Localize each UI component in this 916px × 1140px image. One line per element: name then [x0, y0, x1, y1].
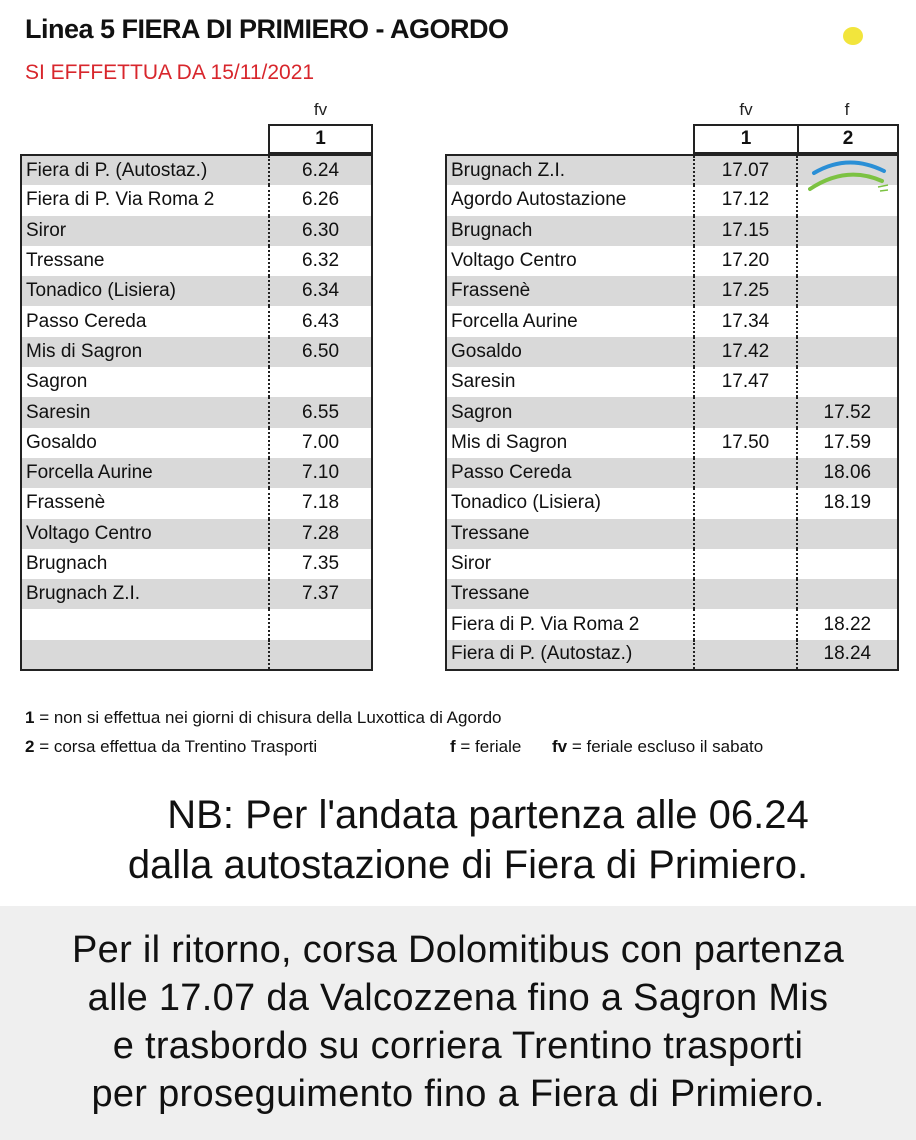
departure-time: 7.10	[269, 458, 372, 488]
departure-time: 18.19	[797, 488, 898, 518]
table-row	[21, 458, 372, 488]
departure-time	[694, 519, 796, 549]
stop-name: Mis di Sagron	[446, 428, 694, 458]
outbound-col-type: fv	[313, 100, 328, 119]
departure-time: 18.06	[797, 458, 898, 488]
table-row	[446, 337, 898, 367]
table-row	[21, 397, 372, 427]
return-timetable	[445, 154, 899, 671]
return-note-line-4: per proseguimento fino a Fiera di Primiero.	[91, 1073, 825, 1115]
table-row	[446, 397, 898, 427]
departure-time: 6.55	[269, 397, 372, 427]
stop-name: Fiera di P. Via Roma 2	[21, 185, 269, 215]
departure-time: 17.15	[694, 216, 796, 246]
return-col1-number: 1	[740, 128, 752, 149]
table-row	[446, 519, 898, 549]
departure-time: 6.26	[269, 185, 372, 215]
departure-time	[694, 640, 796, 670]
stop-name: Passo Cereda	[446, 458, 694, 488]
departure-time	[797, 216, 898, 246]
departure-time	[694, 488, 796, 518]
stop-name: Fiera di P. (Autostaz.)	[446, 640, 694, 670]
return-note	[0, 926, 916, 1118]
return-col1-type: fv	[739, 100, 753, 119]
departure-time: 6.50	[269, 337, 372, 367]
stop-name: Saresin	[446, 367, 694, 397]
departure-time: 6.34	[269, 276, 372, 306]
departure-time	[797, 579, 898, 609]
return-col2-type: f	[844, 100, 850, 119]
table-row	[21, 549, 372, 579]
stop-name: Voltago Centro	[446, 246, 694, 276]
departure-time	[797, 276, 898, 306]
legend-text-f: = feriale	[455, 737, 522, 756]
departure-time	[694, 397, 796, 427]
stop-name: Frassenè	[446, 276, 694, 306]
table-row	[446, 367, 898, 397]
table-row	[21, 216, 372, 246]
table-row	[446, 640, 898, 670]
page-title: Linea 5 FIERA DI PRIMIERO - AGORDO	[25, 14, 509, 44]
departure-time: 17.47	[694, 367, 796, 397]
legend-feriale-no-saturday	[552, 737, 763, 757]
departure-time: 6.32	[269, 246, 372, 276]
legend-key-f: f	[450, 737, 456, 756]
departure-time: 17.50	[694, 428, 796, 458]
legend-line-2	[25, 737, 317, 757]
stop-name: Forcella Aurine	[21, 458, 269, 488]
stop-name: Mis di Sagron	[21, 337, 269, 367]
departure-time: 17.42	[694, 337, 796, 367]
stop-name: Sagron	[446, 397, 694, 427]
legend-text-1: = non si effettua nei giorni di chisura della Luxottica di Agordo	[34, 708, 502, 727]
departure-time: 17.25	[694, 276, 796, 306]
table-row	[21, 367, 372, 397]
departure-time	[269, 609, 372, 639]
table-row	[21, 337, 372, 367]
legend-key-1: 1	[25, 708, 35, 727]
departure-time	[797, 367, 898, 397]
table-row	[21, 640, 372, 670]
table-row	[446, 579, 898, 609]
stop-name: Gosaldo	[446, 337, 694, 367]
departure-time	[694, 458, 796, 488]
return-number-box	[693, 124, 899, 154]
departure-time: 17.52	[797, 397, 898, 427]
legend-text-2: = corsa effettua da Trentino Trasporti	[34, 737, 318, 756]
departure-time	[694, 549, 796, 579]
table-row	[21, 609, 372, 639]
departure-time: 17.07	[694, 155, 796, 185]
outbound-timetable	[20, 154, 373, 671]
stop-name: Fiera di P. Via Roma 2	[446, 609, 694, 639]
stop-name: Agordo Autostazione	[446, 185, 694, 215]
nb-line-2: dalla autostazione di Fiera di Primiero.	[127, 843, 809, 887]
table-row	[446, 246, 898, 276]
departure-time: 7.00	[269, 428, 372, 458]
departure-time: 17.34	[694, 306, 796, 336]
table-row	[21, 246, 372, 276]
stop-name: Brugnach Z.I.	[21, 579, 269, 609]
table-row	[21, 428, 372, 458]
stop-name: Voltago Centro	[21, 519, 269, 549]
stop-name: Brugnach Z.I.	[446, 155, 694, 185]
stop-name: Gosaldo	[21, 428, 269, 458]
table-row	[21, 579, 372, 609]
stop-name: Forcella Aurine	[446, 306, 694, 336]
stop-name: Brugnach	[446, 216, 694, 246]
table-row	[21, 155, 372, 185]
stop-name: Siror	[21, 216, 269, 246]
return-col2-number: 2	[797, 126, 897, 152]
table-row	[21, 488, 372, 518]
return-note-line-3: e trasbordo su corriera Trentino trasporti	[112, 1025, 804, 1067]
departure-time: 7.37	[269, 579, 372, 609]
stop-name: Fiera di P. (Autostaz.)	[21, 155, 269, 185]
departure-time	[694, 609, 796, 639]
stop-name	[21, 640, 269, 670]
stop-name: Tressane	[21, 246, 269, 276]
table-row	[446, 609, 898, 639]
table-row	[21, 185, 372, 215]
table-row	[446, 428, 898, 458]
departure-time: 17.59	[797, 428, 898, 458]
legend-key-fv: fv	[552, 737, 568, 756]
stop-name: Passo Cereda	[21, 306, 269, 336]
legend-key-2: 2	[25, 737, 35, 756]
departure-time: 18.24	[797, 640, 898, 670]
validity-subtitle: SI EFFFETTUA DA 15/11/2021	[25, 61, 315, 84]
stop-name: Sagron	[21, 367, 269, 397]
return-note-line-1: Per il ritorno, corsa Dolomitibus con partenza	[71, 929, 845, 971]
table-row	[21, 519, 372, 549]
departure-time: 6.30	[269, 216, 372, 246]
stop-name: Tonadico (Lisiera)	[446, 488, 694, 518]
table-row	[446, 216, 898, 246]
departure-time: 6.43	[269, 306, 372, 336]
stop-name: Tressane	[446, 519, 694, 549]
departure-time	[269, 367, 372, 397]
legend-feriale	[450, 737, 521, 757]
departure-time: 7.28	[269, 519, 372, 549]
table-row	[446, 549, 898, 579]
table-row	[446, 488, 898, 518]
return-note-line-2: alle 17.07 da Valcozzena fino a Sagron Mis	[87, 977, 829, 1019]
nb-note	[0, 790, 916, 890]
trentino-trasporti-logo-icon	[808, 155, 890, 197]
stop-name: Saresin	[21, 397, 269, 427]
yellow-dot-icon	[843, 27, 863, 45]
stop-name: Frassenè	[21, 488, 269, 518]
nb-line-1: NB: Per l'andata partenza alle 06.24	[167, 793, 809, 837]
departure-time: 6.24	[269, 155, 372, 185]
table-row	[446, 276, 898, 306]
legend-text-fv: = feriale escluso il sabato	[567, 737, 764, 756]
stop-name	[21, 609, 269, 639]
table-row	[21, 276, 372, 306]
departure-time: 17.20	[694, 246, 796, 276]
departure-time: 7.35	[269, 549, 372, 579]
departure-time	[269, 640, 372, 670]
departure-time	[797, 337, 898, 367]
table-row	[21, 306, 372, 336]
table-row	[446, 458, 898, 488]
departure-time: 17.12	[694, 185, 796, 215]
departure-time	[797, 519, 898, 549]
stop-name: Tressane	[446, 579, 694, 609]
departure-time: 7.18	[269, 488, 372, 518]
outbound-col-number: 1	[315, 128, 326, 149]
stop-name: Brugnach	[21, 549, 269, 579]
departure-time	[797, 306, 898, 336]
stop-name: Tonadico (Lisiera)	[21, 276, 269, 306]
table-row	[446, 306, 898, 336]
departure-time	[797, 246, 898, 276]
legend-line-1	[25, 708, 502, 728]
outbound-number-box	[268, 124, 373, 154]
departure-time	[797, 549, 898, 579]
stop-name: Siror	[446, 549, 694, 579]
departure-time	[694, 579, 796, 609]
departure-time: 18.22	[797, 609, 898, 639]
